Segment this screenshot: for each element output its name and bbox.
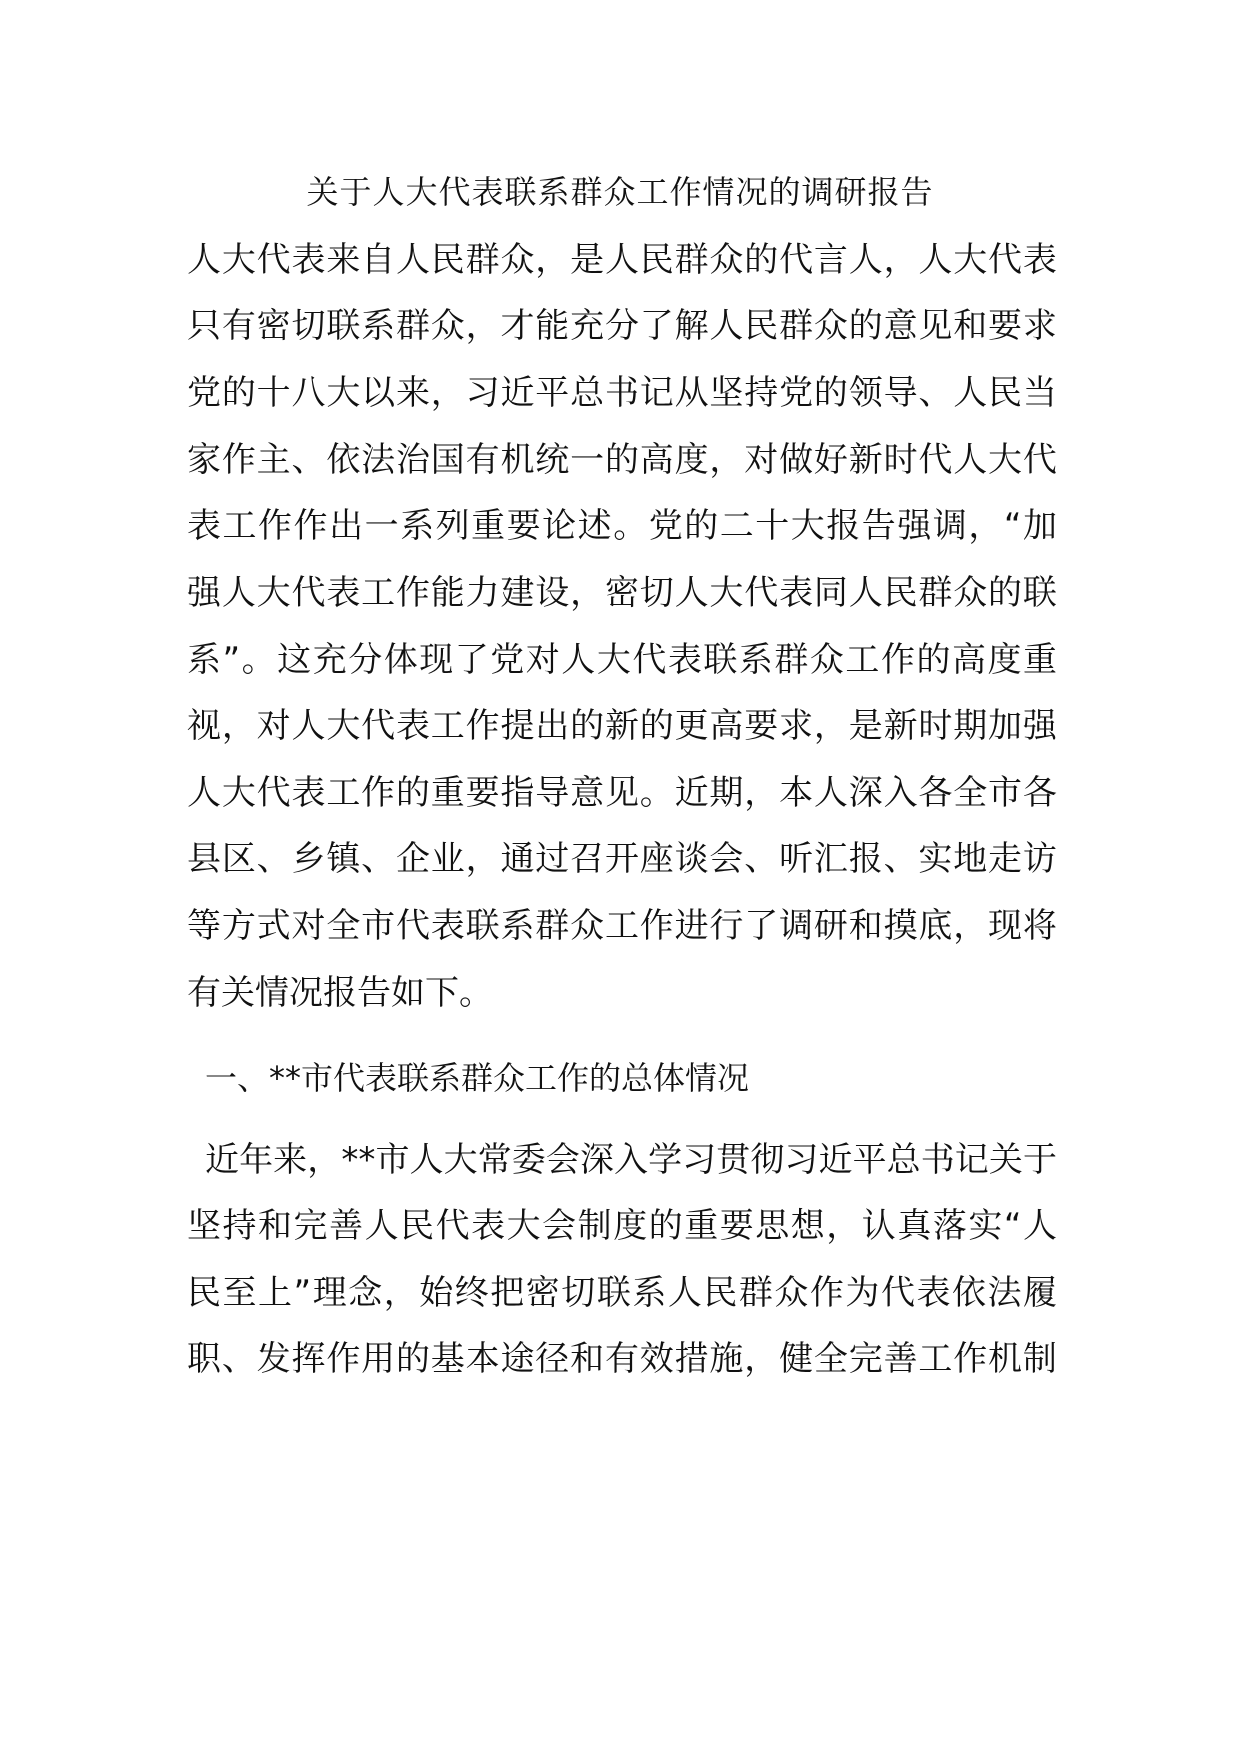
document-title: 关于人大代表联系群众工作情况的调研报告 bbox=[306, 173, 934, 211]
paragraph-line-last: 有关情况报告如下。 bbox=[187, 973, 493, 1013]
paragraph-line: 表 工 作 作 出 一 系 列 重 要 论 述 。 党 的 二 十 大 报 告 强 调 ， “ 加 bbox=[187, 506, 1057, 546]
paragraph-line: 只 有 密 切 联 系 群 众 ， 才 能 充 分 了 解 人 民 群 众 的 意 见 和 要 求 bbox=[187, 306, 1057, 346]
section-heading: 一、**市代表联系群众工作的总体情况 bbox=[205, 1059, 750, 1097]
paragraph-line: 家 作 主 、 依 法 治 国 有 机 统 一 的 高 度 ， 对 做 好 新 时 代 人 大 代 bbox=[187, 440, 1057, 480]
paragraph-line: 人 大 代 表 来 自 人 民 群 众 ， 是 人 民 群 众 的 代 言 人 ， 人 大 代 表 bbox=[187, 240, 1057, 280]
paragraph-line: 人 大 代 表 工 作 的 重 要 指 导 意 见 。 近 期 ， 本 人 深 入 各 全 市 各 bbox=[187, 773, 1057, 813]
paragraph-line: 强 人 大 代 表 工 作 能 力 建 设 ， 密 切 人 大 代 表 同 人 民 群 众 的 联 bbox=[187, 573, 1057, 613]
paragraph-line: 等 方 式 对 全 市 代 表 联 系 群 众 工 作 进 行 了 调 研 和 摸 底 ， 现 将 bbox=[187, 906, 1057, 946]
paragraph-line: 坚 持 和 完 善 人 民 代 表 大 会 制 度 的 重 要 思 想 ， 认 真 落 实 “ 人 bbox=[187, 1206, 1057, 1246]
paragraph-line: 近 年 来 ， * * 市 人 大 常 委 会 深 入 学 习 贯 彻 习 近 平 总 书 记 关 于 bbox=[205, 1140, 1057, 1180]
paragraph-line: 系 ” 。 这 充 分 体 现 了 党 对 人 大 代 表 联 系 群 众 工 作 的 高 度 重 bbox=[187, 640, 1057, 680]
paragraph-line: 民 至 上 ” 理 念 ， 始 终 把 密 切 联 系 人 民 群 众 作 为 代 表 依 法 履 bbox=[187, 1273, 1057, 1313]
paragraph-line: 党 的 十 八 大 以 来 ， 习 近 平 总 书 记 从 坚 持 党 的 领 导 、 人 民 当 bbox=[187, 373, 1057, 413]
paragraph-line: 视 ， 对 人 大 代 表 工 作 提 出 的 新 的 更 高 要 求 ， 是 新 时 期 加 强 bbox=[187, 706, 1057, 746]
paragraph-line: 县 区 、 乡 镇 、 企 业 ， 通 过 召 开 座 谈 会 、 听 汇 报 、 实 地 走 访 bbox=[187, 839, 1057, 879]
paragraph-line: 职 、 发 挥 作 用 的 基 本 途 径 和 有 效 措 施 ， 健 全 完 善 工 作 机 制 bbox=[187, 1339, 1057, 1379]
